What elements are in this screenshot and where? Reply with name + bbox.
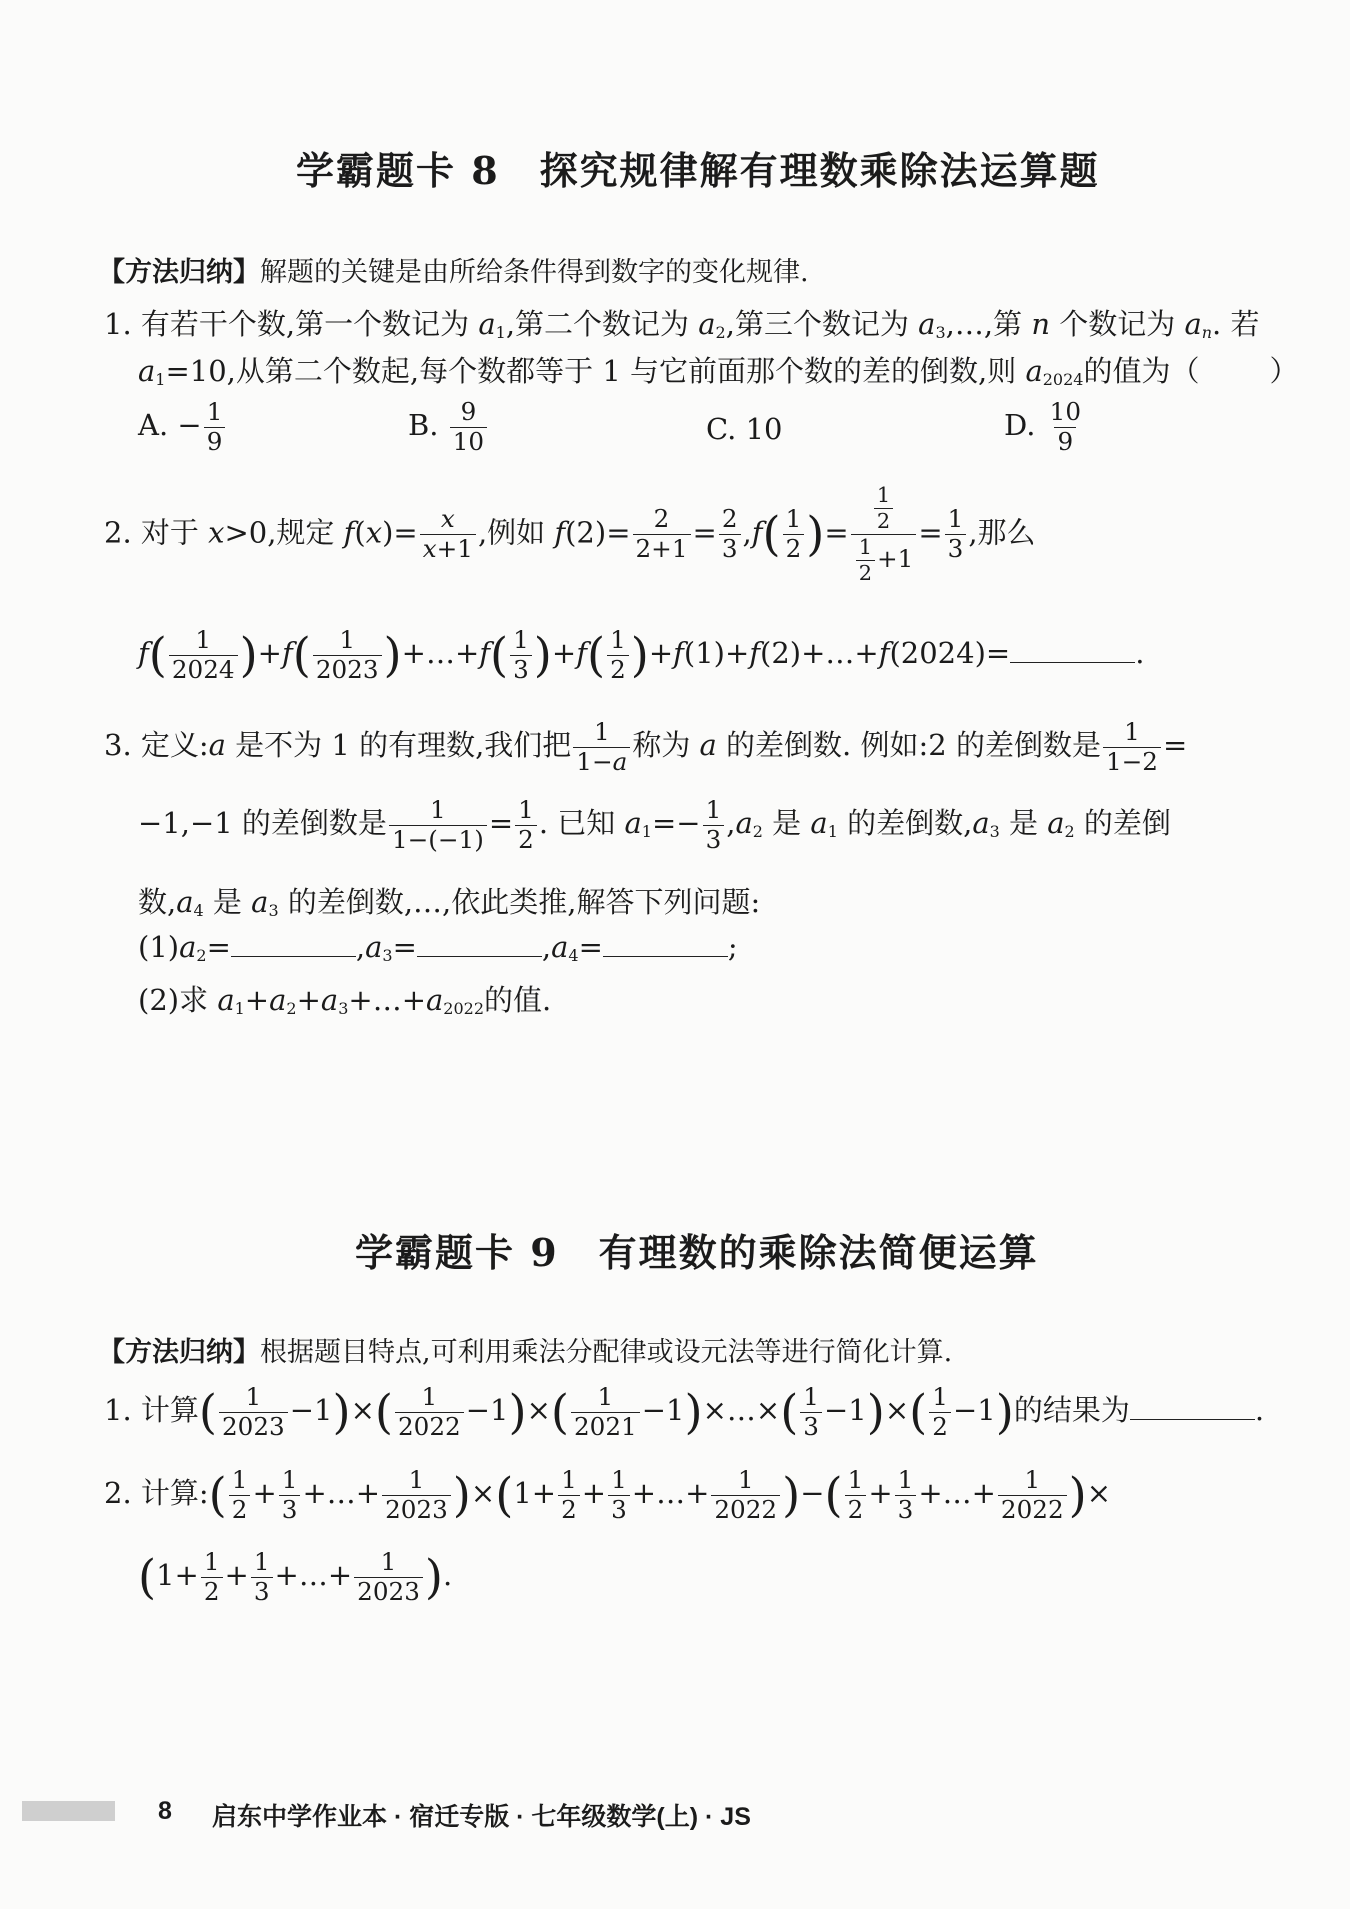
card8-q3-sub2: (2)求 $a_1+a_2+a_3+\dots+a_{2022}$的值. bbox=[138, 983, 552, 1018]
card9-q2-line1: 2. 计算:( $\frac{1}{2}$ + $\frac{1}{3}$ +…+ $\frac{1}{2023}$ )×(1+ $\frac{1}{2}$ + $\frac{1}{3}$ +…+ $\frac{1}{2022}$ )−( $\frac{1}{2}$ + $\frac{1}{3}$ +…+ $\frac{1}{2022}$ )× bbox=[104, 1465, 1112, 1524]
card8-q3-line3: 数$,a_4$ 是 $a_3$ 的差倒数,…,依此类推,解答下列问题: bbox=[138, 885, 761, 920]
card9-title: 学霸题卡 9 有理数的乘除法简便运算 bbox=[355, 1230, 1039, 1275]
option-d: D. $\frac{10}{9}$ bbox=[1004, 397, 1082, 456]
card8-q2-line2: f( $\frac{1}{2024}$ )+f( $\frac{1}{2023}$ )+…+f( $\frac{1}{3}$ )+f( $\frac{1}{2}$ )+f(1)+f(2)+…+f(2024)= . bbox=[138, 625, 1145, 684]
option-c: C. 10 bbox=[706, 412, 783, 446]
answer-blank[interactable] bbox=[1130, 1397, 1255, 1420]
card8-method bbox=[98, 250, 809, 289]
option-a: A. − $\frac{1}{9}$ bbox=[138, 400, 227, 454]
card8-q1-line1: 1. 有若干个数,第一个数记为 $a_1$,第二个数记为 $a_2$,第三个数记为 $a_3,\dots$,第 n 个数记为 $a_n$. 若 bbox=[104, 307, 1260, 342]
method-text: 根据题目特点,可利用乘法分配律或设元法等进行简化计算. bbox=[260, 1337, 953, 1368]
card9-method bbox=[98, 1330, 952, 1369]
card8-q3-line1: 3. 定义:a 是不为 1 的有理数,我们把 $\frac{1}{1-a}$ 称为 a 的差倒数. 例如:2 的差倒数是 $\frac{1}{1-2}$ = bbox=[104, 717, 1188, 776]
a4-blank[interactable] bbox=[603, 934, 728, 957]
page-number: 8 bbox=[158, 1797, 172, 1825]
method-tag: 【方法归纳】 bbox=[98, 1337, 260, 1367]
card8-q1-line2: $a_1=10$,从第二个数起,每个数都等于 1 与它前面那个数的差的倒数,则 $a_{2024}$的值为（ ） bbox=[138, 354, 1299, 389]
footer-bar bbox=[22, 1801, 115, 1821]
answer-blank[interactable] bbox=[1010, 640, 1135, 663]
card8-q2-line1: 2. 对于 x>0,规定 f(x)= $\frac{x}{x+1}$ ,例如 f(2)= $\frac{2}{2+1}$ = $\frac{2}{3}$ ,f( $\frac{1}{2}$ )= $\frac{1}{2}$ $\frac{1}{2}$ +1 = $\frac{1}{3}$ ,那么 bbox=[104, 483, 1036, 585]
a3-blank[interactable] bbox=[417, 934, 542, 957]
card8-q3-line2: −1,−1 的差倒数是 $\frac{1}{1-(-1)}$ = $\frac{1}{2}$ . 已知 $a_1=-$ $\frac{1}{3}$ $,a_2$ 是 $a_1$ 的差倒数$,a_3$ 是 $a_2$ 的差倒 bbox=[138, 795, 1171, 854]
card8-q3-sub1: $(1)a_2= ,a_3= ,a_4=$ ; bbox=[138, 930, 738, 965]
card8-title: 学霸题卡 8 探究规律解有理数乘除法运算题 bbox=[296, 148, 1100, 193]
footer-text: 启东中学作业本 · 宿迁专版 · 七年级数学(上) · JS bbox=[212, 1803, 751, 1831]
card9-q2-line2: (1+ $\frac{1}{2}$ + $\frac{1}{3}$ +…+ $\frac{1}{2023}$ ). bbox=[138, 1547, 453, 1606]
method-tag: 【方法归纳】 bbox=[98, 257, 260, 287]
method-text: 解题的关键是由所给条件得到数字的变化规律. bbox=[260, 257, 809, 288]
option-b: B. $\frac{9}{10}$ bbox=[408, 400, 489, 454]
card9-q1: 1. 计算( $\frac{1}{2023}$ −1)×( $\frac{1}{2022}$ −1)×( $\frac{1}{2021}$ −1)×…×( $\frac{1}{3}$ −1)×( $\frac{1}{2}$ −1)的结果为 . bbox=[104, 1382, 1265, 1441]
a2-blank[interactable] bbox=[231, 934, 356, 957]
